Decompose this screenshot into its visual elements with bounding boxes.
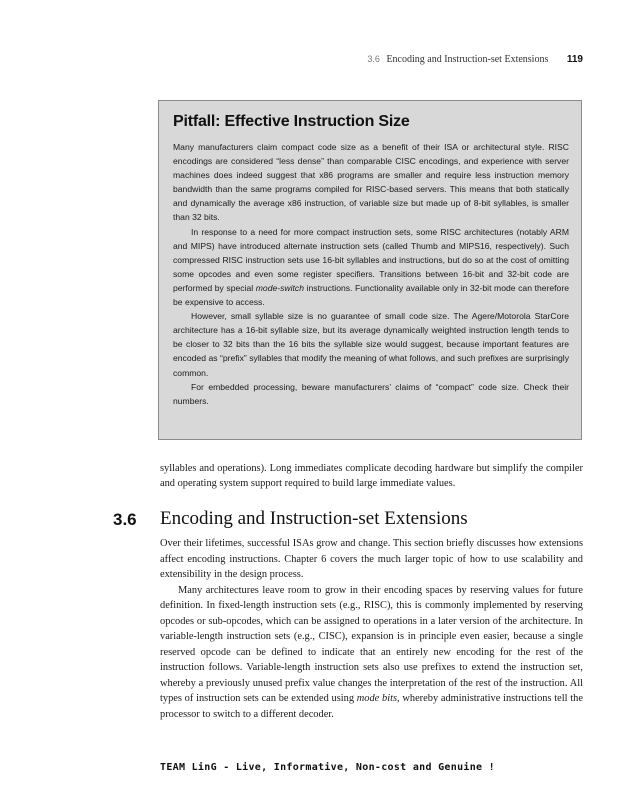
mode-bits-term: mode bits — [356, 693, 398, 704]
pitfall-paragraph-3: However, small syllable size is no guarantee of small code size. The Agere/Motorola StarCore architecture has a 16-bit syllable size, but its average dynamically weighted instruction length tends to be closer to 32 bits than the 16 bits the syllable size would suggest, because important features are encoded as “prefix” syllables that modify the meaning of what follows, and such prefixes are surprisingly common. — [173, 311, 569, 378]
page-number: 119 — [566, 54, 583, 65]
running-head-title: Encoding and Instruction-set Extensions — [386, 54, 549, 65]
pitfall-paragraph-1: Many manufacturers claim compact code size as a benefit of their ISA or architectural style. RISC encodings are considered “less dense” than comparable CISC encodings, and experience with server machines does indeed suggest that x86 programs are smaller and require less instruction memory bandwidth than the same programs compiled for RISC-based servers. This means that both statically and dynamically the average x86 instruction, of variable size but made up of 8-bit syllables, is smaller than 32 bits. — [173, 142, 569, 223]
section-paragraph-1: Over their lifetimes, successful ISAs grow and change. This section briefly discusses how extensions affect encoding instructions. Chapter 6 covers the much larger topic of how to use scalability and extensibility in the design process. — [160, 538, 583, 580]
pitfall-paragraph-4: For embedded processing, beware manufacturers’ claims of “compact” code size. Check their numbers. — [173, 381, 569, 406]
pitfall-p2-text-a: In response to a need for more compact instruction sets, some RISC architectures (notably ARM and MIPS) have introduced alternate instruction sets (called Thumb and MIPS16, respectively). Such compressed RISC instruction sets use 16-bit syllables and instructions, but do so at the cost of omitting some opcodes and even some register specifiers. Transitions between 16-bit and 32-bit code are performed by special — [173, 226, 569, 293]
section-paragraph-2 — [160, 583, 583, 723]
section-p2-text-b: , whereby administrative instructions tell the processor to switch to a different decoder. — [160, 693, 583, 720]
continuation-paragraph: syllables and operations). Long immediates complicate decoding hardware but simplify the compiler and operating system support required to build large immediate values. — [160, 463, 583, 490]
footer-watermark: TEAM LinG - Live, Informative, Non-cost and Genuine ! — [160, 762, 495, 773]
pitfall-title: Pitfall: Effective Instruction Size — [173, 113, 410, 130]
mode-switch-term: mode-switch — [255, 282, 304, 293]
running-head — [367, 54, 583, 65]
section-body — [160, 536, 583, 722]
section-p2-text-a: Many architectures leave room to grow in their encoding spaces by reserving values for future definition. In fixed-length instruction sets (e.g., RISC), this is commonly implemented by reserving opcodes or sub-opcodes, which can be assigned to operations in a later version of the architecture. In variable-length instruction sets (e.g., CISC), expansion is in principle even easier, because a single reserved opcode can be defined to indicate that an entirely new encoding for the rest of the instruction follows. Variable-length instruction sets also use prefixes to extend the instruction set, whereby a previously unused prefix value changes the interpretation of the rest of the instruction. All types of instruction sets can be extended using — [160, 584, 583, 704]
pitfall-box — [158, 100, 582, 440]
running-head-section: 3.6 — [367, 54, 380, 64]
pitfall-paragraph-2 — [173, 225, 569, 310]
section-number: 3.6 — [113, 510, 137, 529]
section-title: Encoding and Instruction-set Extensions — [160, 508, 468, 529]
pitfall-p2-text-b: instructions. Functionality available only in 32-bit mode can therefore be expensive to access. — [173, 282, 569, 308]
